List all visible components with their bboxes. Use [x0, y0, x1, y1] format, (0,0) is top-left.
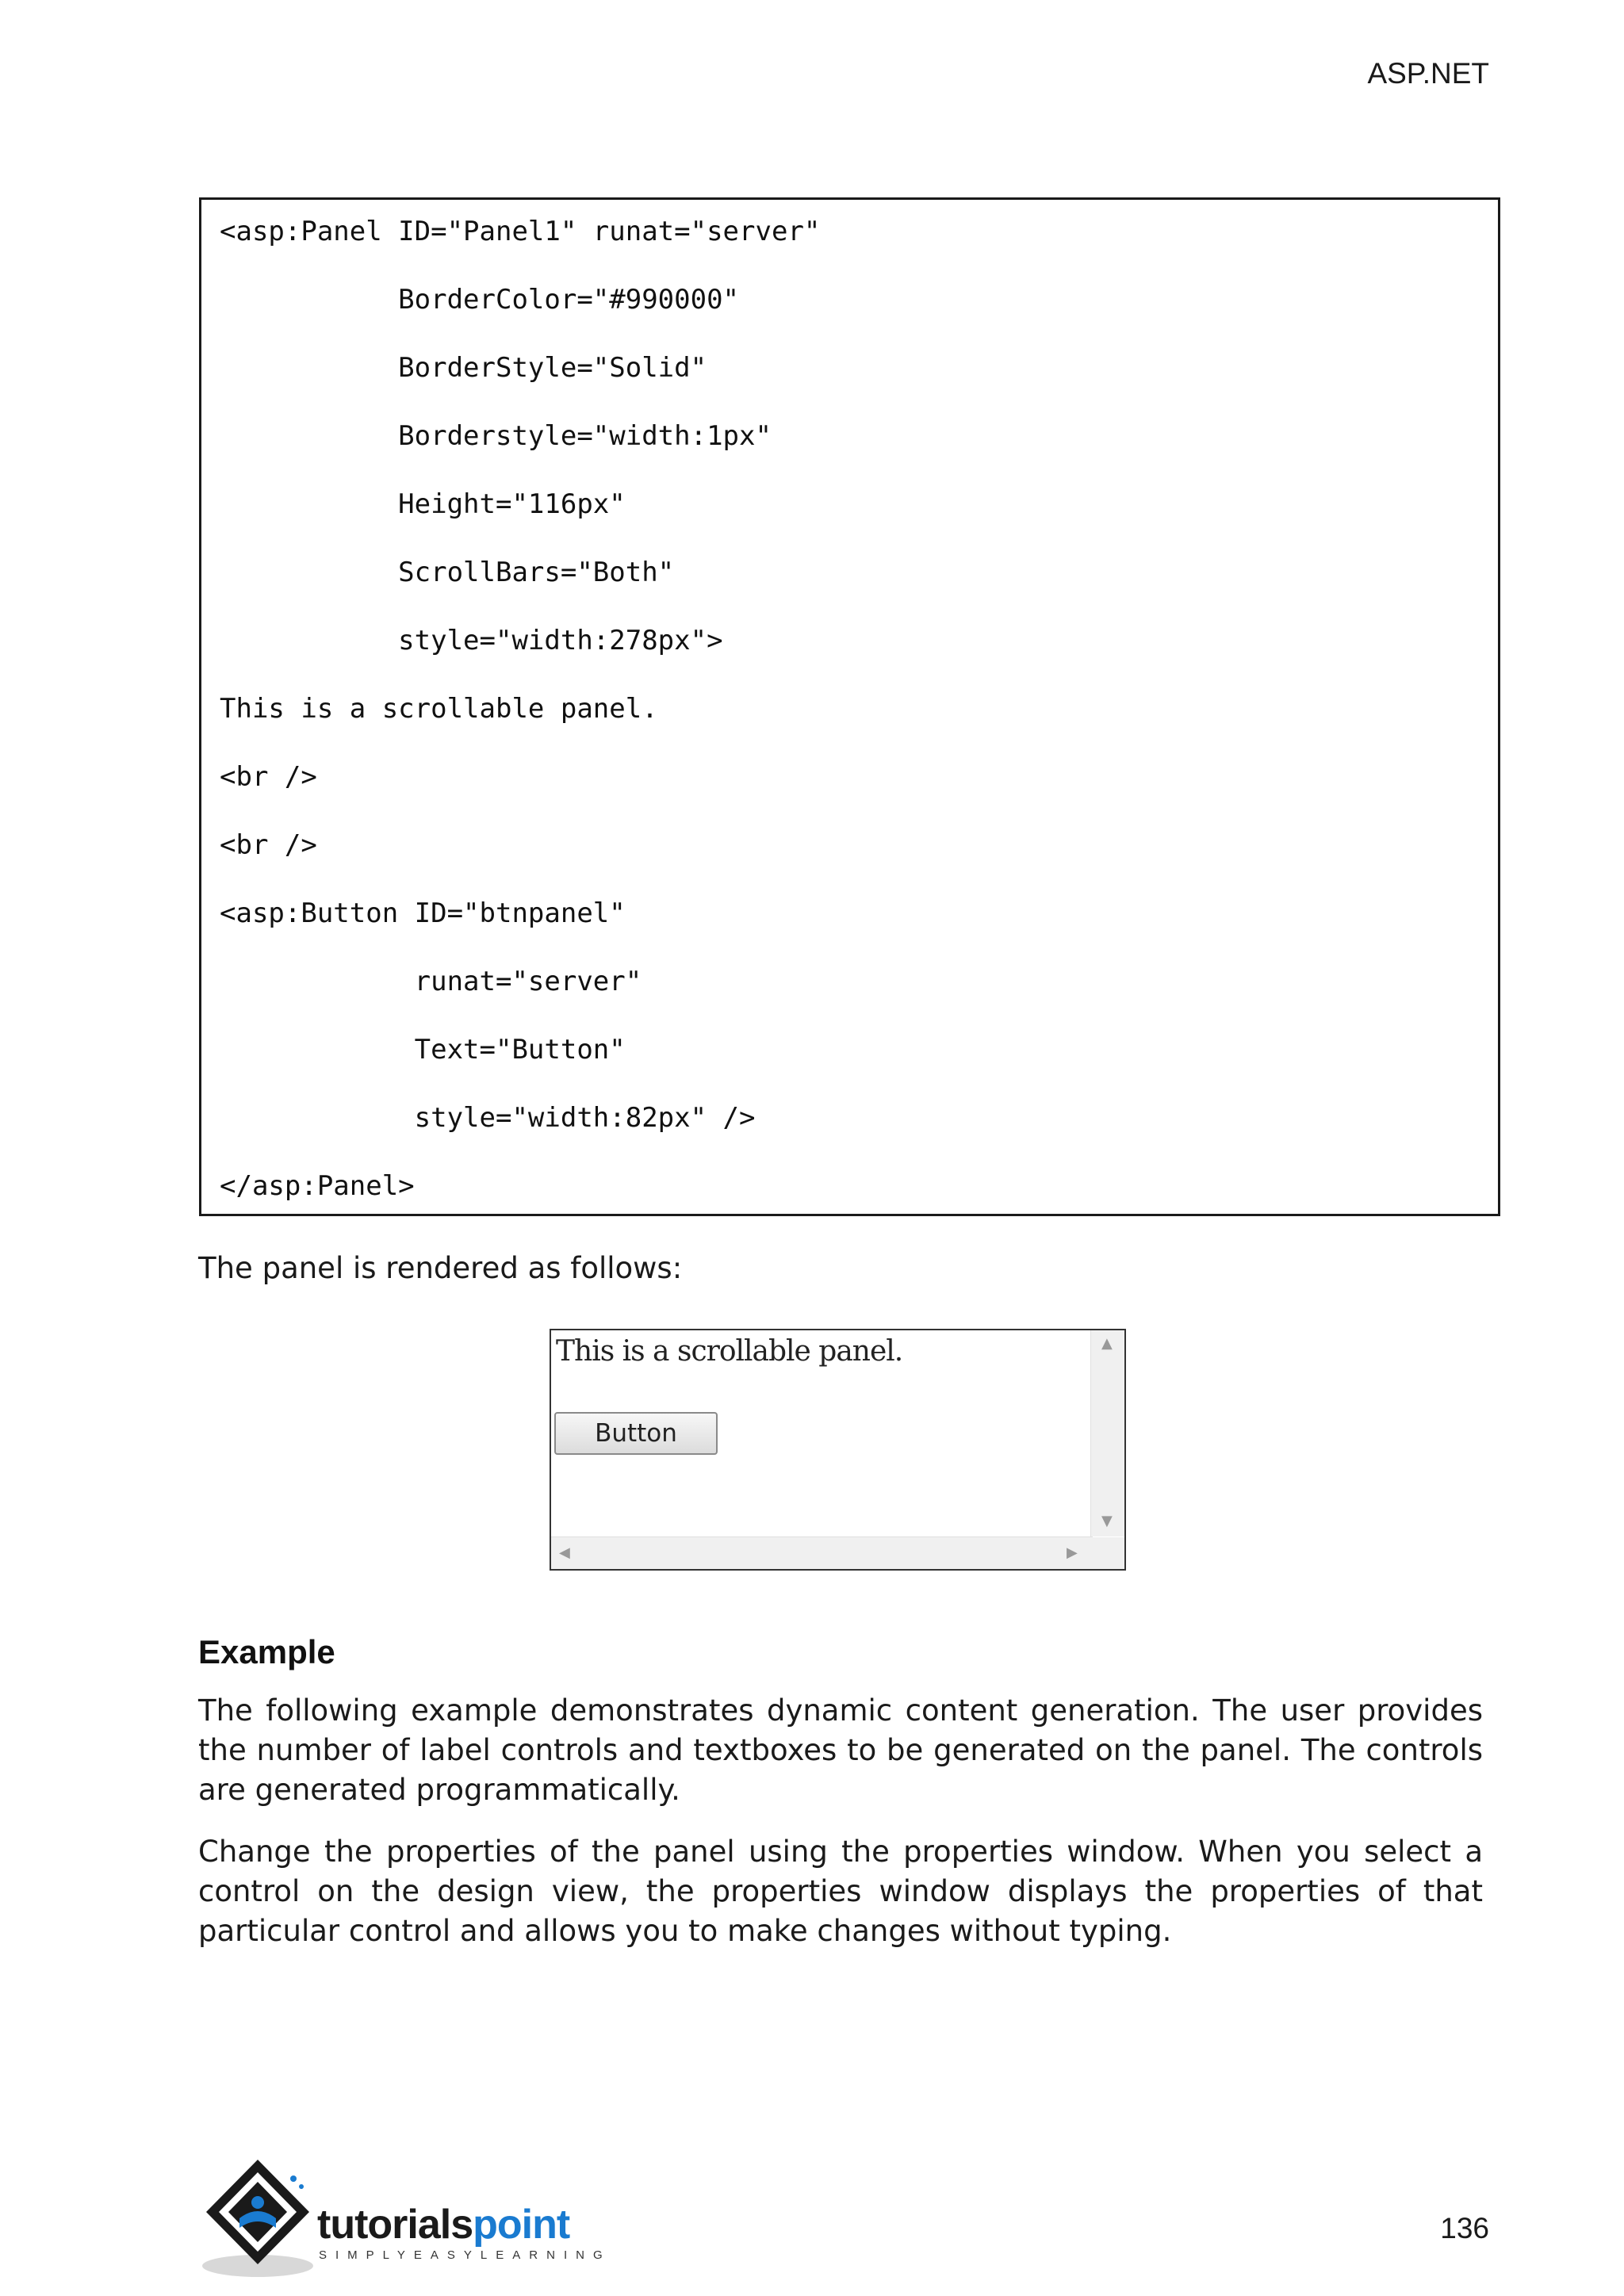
scroll-left-arrow-icon[interactable]: ◀: [559, 1544, 570, 1561]
figure-caption: The panel is rendered as follows:: [198, 1251, 683, 1285]
running-header: ASP.NET: [1367, 57, 1489, 90]
scroll-right-arrow-icon[interactable]: ▶: [1067, 1544, 1078, 1561]
code-line: BorderStyle="Solid": [220, 352, 707, 384]
paragraph-1: [198, 1691, 1483, 1810]
vertical-scrollbar[interactable]: [1090, 1330, 1124, 1536]
code-line: Borderstyle="width:1px": [220, 420, 772, 452]
page-number: 136: [1440, 2212, 1489, 2244]
code-line: Text="Button": [220, 1034, 626, 1066]
paragraph-line: Change the properties of the panel using the properties window. When you select a: [198, 1835, 1483, 1869]
panel-button[interactable]: Button: [554, 1412, 718, 1455]
paragraph-line: the number of label controls and textboxes to be generated on the panel. The controls: [198, 1733, 1483, 1767]
panel-text: This is a scrollable panel.: [556, 1335, 903, 1368]
rendered-panel-figure: [550, 1329, 1126, 1571]
code-line: <asp:Button ID="btnpanel": [220, 897, 626, 929]
code-block: [199, 197, 1500, 1216]
code-line: This is a scrollable panel.: [220, 693, 658, 725]
scroll-down-arrow-icon[interactable]: ▼: [1101, 1513, 1113, 1529]
tutorialspoint-logo: [198, 2155, 611, 2282]
paragraph-2: [198, 1832, 1483, 1951]
logo-wordmark: [317, 2201, 569, 2248]
scroll-up-arrow-icon[interactable]: ▲: [1101, 1335, 1113, 1352]
code-line: </asp:Panel>: [220, 1170, 415, 1202]
code-line: <br />: [220, 761, 317, 793]
logo-tagline: SIMPLYEASYLEARNING: [319, 2248, 611, 2262]
logo-diamond-icon: [198, 2155, 317, 2282]
section-heading: Example: [198, 1633, 335, 1670]
code-line: Height="116px": [220, 488, 626, 520]
scrollbar-corner: [1091, 1537, 1124, 1569]
code-line: style="width:82px" />: [220, 1102, 756, 1134]
code-line: style="width:278px">: [220, 625, 723, 656]
paragraph-line: particular control and allows you to make changes without typing.: [198, 1914, 1172, 1948]
code-line: <asp:Panel ID="Panel1" runat="server": [220, 216, 821, 247]
code-line: <br />: [220, 829, 317, 861]
horizontal-scrollbar[interactable]: [551, 1536, 1093, 1569]
code-line: runat="server": [220, 966, 642, 997]
paragraph-line: The following example demonstrates dynamic content generation. The user provides: [198, 1693, 1483, 1728]
code-line: BorderColor="#990000": [220, 284, 740, 316]
logo-word-tutorials: tutorials: [317, 2202, 473, 2248]
paragraph-line: control on the design view, the properties window displays the properties of that: [198, 1874, 1483, 1908]
logo-word-point: point: [473, 2202, 570, 2248]
paragraph-line: are generated programmatically.: [198, 1773, 680, 1807]
code-line: ScrollBars="Both": [220, 557, 675, 588]
